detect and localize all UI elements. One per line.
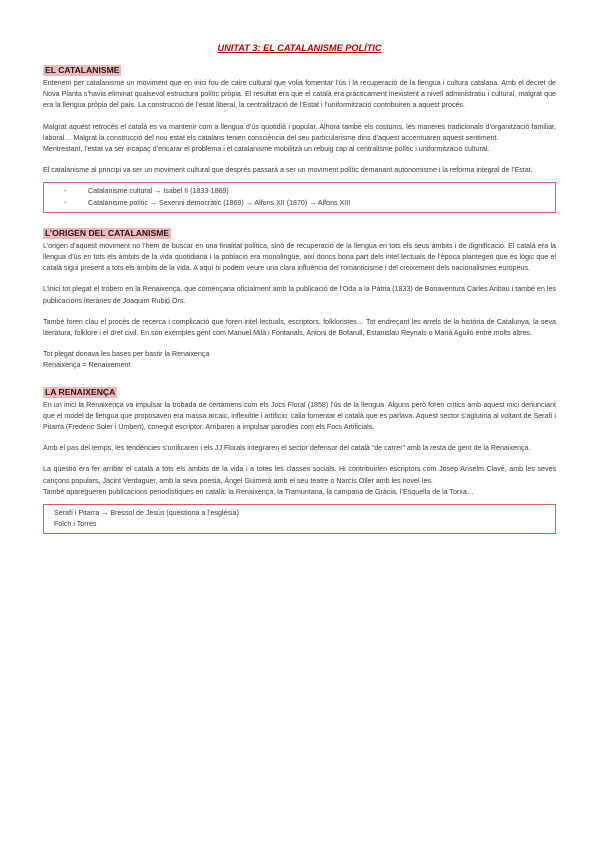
- paragraph: Renaixença = Renaixement: [43, 361, 131, 370]
- section-heading: L’ORIGEN DEL CATALANISME: [45, 227, 170, 238]
- list-item: - Catalanisme cultural → Isabel II (1833-1869): [78, 186, 547, 197]
- paragraph: Tot plegat donava les bases per bastir la Renaixença: [43, 350, 210, 359]
- paragraph: L’origen d’aquest moviment no l’hem de buscar en una finalitat política, sinó de recuperació de la llengua en tots els seus àmbits i de dignificació. El català era la llengua d’ús en tots els àmbits de la vida quotidiana i la població era monolingüe, així doncs bona part dels intel·lectuals de l’època plantegen que és lògic que el català sigui present a tots els àmbits de la vida. A aquí hi podem veure una clara influència del romanticisme i del creixement dels nacionalismes europeus.: [43, 241, 556, 273]
- section-heading: LA RENAIXENÇA: [45, 386, 116, 397]
- paragraph: Entenem per catalanisme un moviment que en inici fou de caire cultural que volia fomentar l’ús i la recuperació de la llengua i cultura catalana. Amb el decret de Nova Planta s’havia eliminat qualsevol estructura polític pròpia. El resultat era que el català era pràcticament inexistent a nivell administratiu i cultural, malgrat que era la llengua pròpia del país. La construcció de l’estat liberal, la centralització de l’Estat i l’uniformització contribuiren a aquest procés.: [43, 79, 556, 110]
- list-item: - Catalanisme polític → Sexenni democràtic (1869) → Alfons XII (1870) → Alfons XIII: [78, 198, 547, 209]
- summary-box: [43, 182, 556, 212]
- summary-list: [54, 186, 547, 208]
- paragraph: També aparegueren publicacions periodístiques en català: la Renaixença, la Tramuntana, la campana de Gràcia, l’Esquella de la Torxa…: [43, 487, 474, 496]
- section-renaixenca: [43, 382, 556, 535]
- section-catalanisme: [43, 60, 556, 213]
- paragraph: Amb el pas del temps, les tendències s’unificaren i els JJ Florals integraren el sector defensor del català “de carrer” amb la resta de gent de la Renaixença.: [43, 444, 531, 453]
- paragraph: Mentrestant, l’estat va ser incapaç d’encarar el problema i el catalanisme mobilitzà un rebuig cap al centralisme polític i uniformització cultural.: [43, 145, 490, 154]
- document-title: UNITAT 3: EL CATALANISME POLÍTIC: [217, 43, 382, 53]
- paragraph: En un inici la Renaixença va impulsar la trobada de certàmens com els Jocs Floral (1858) l’ús de la llengua. Alguns però foren crítics amb aquest inici denunciant que el model de llengua que proposaven era massa arcaic, inflexible i artificio: calia fomentar el català que es parlava. Aquest sector s’aglutina al voltant de Serafí i Pitarra (Frederic Soler i Umbert), conegut escriptor. Arribaren a impulsar parodies com els Focs Artificials.: [43, 400, 556, 432]
- paragraph: El catalanisme al principi va ser un moviment cultural que després passarà a ser un moviment polític demanant autonomisme i la reforma integral de l’Estat.: [43, 166, 533, 175]
- paragraph: Malgrat aquest retrocés el català es va mantenir com a llengua d’ús quotidià i popular. Alhora també els costums, les maneres tradicionals d’organització familiar, laboral… Malgrat la construcció del nou estat els catalans tenien consciència del seu particularisme dins d’aquest accentuaren aquest sentiment.: [43, 122, 556, 142]
- section-origen: [43, 223, 556, 372]
- note-line: Folch i Torres: [54, 520, 97, 529]
- paragraph: La qüestió era fer arribar el català a tots els àmbits de la vida i a totes les classes socials. Hi contribuirien escriptors com Josep Anselm Clavé, amb les seves cançons populars, Jacint Verdaguer, amb la seva poesia, Àngel Guimerà amb el seu teatre o Narcís Oller amb les novel·les.: [43, 465, 556, 485]
- notes-box: [43, 504, 556, 534]
- section-heading: EL CATALANISME: [45, 65, 120, 75]
- paragraph: També foren clau el procés de recerca i complicació que foren intel·lectuals, escriptors, folkloristes… Tot endreçant les arrels de la història de Catalunya, la seva literatura, folklore i el dret civil. En són exemples gent com Manuel Milà i Fontanals, Antoni de Bofarull, Estanislau Reynals o Marià Aguiló entre molts altres.: [43, 317, 556, 338]
- paragraph: L’inici tot plegat el trobem en la Renaixença, que començaria oficialment amb la publicació de l’Oda a la Pàtria (1833) de Bonaventura Carles Aribau i també en les publicacions literàries de Joaquim Rubió Ors.: [43, 285, 556, 305]
- note-line: Serafí i Pitarra → Bressol de Jesús (questiona a l’església): [54, 509, 239, 518]
